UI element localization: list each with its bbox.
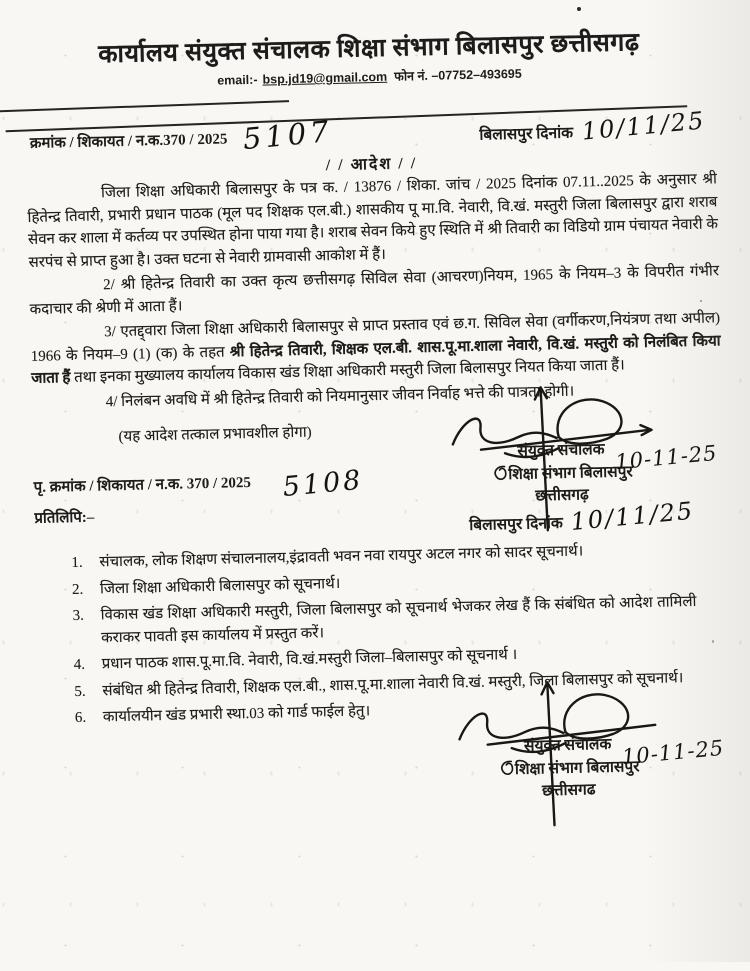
signature-block-2 [447,732,725,804]
copy-to-label: प्रतिलिपि:– [34,509,95,527]
endorsement-date-handwritten: 10/11/25 [569,496,696,536]
copy-item-number: 1. [71,554,83,572]
ref-date-handwritten: 10/11/25 [580,106,707,146]
signatory-designation: संयुक्त संचालक [517,440,605,460]
scan-speck [712,640,714,643]
order-heading: / / आदेश / / [325,155,418,175]
paragraph-number: 3/ [104,323,117,341]
signatory-office: शिक्षा संभाग बिलासपुर [514,757,640,778]
copy-item-number: 5. [74,683,86,700]
signature-date-handwritten: 10-11-25 [620,735,725,769]
signature-block-1 [441,437,719,509]
endorsement-ref-label: पृ. क्रमांक / शिकायत / न.क. 370 / 2025 [33,474,252,496]
copy-item-number: 2. [71,581,84,598]
copy-item-number: 3. [72,607,85,625]
phone-number: फोन नं. –07752–493695 [394,66,522,84]
suspension-bold-text: श्री हितेन्द्र तिवारी, शिक्षक एल.बी. शास.पू.मा.शाला नेवारी, वि.खं. मस्तुरी को निलंबित किया जाता हैं [31,332,721,387]
signatory-state: छत्तीसगढ [541,780,596,799]
signatory-state: छत्तीसगढ़ [535,486,589,505]
scan-speck [700,300,702,302]
signatory-office: शिक्षा संभाग बिलासपुर [508,463,633,484]
copy-item-number: 6. [74,709,87,727]
order-paragraph-4: 4/ निलंबन अवधि में श्री हितेन्द्र तिवारी को नियमानुसार जीवन निर्वाह भत्ते की पात्रता होगी। [105,383,575,410]
signature-date-handwritten: 10-11-25 [613,440,719,475]
copy-item-text: प्रधान पाठक शास.पू.मा.वि. नेवारी, वि.खं.मस्तुरी जिला–बिलासपुर को सूचनार्थ । [101,646,518,673]
order-paragraph-2: 2/ श्री हितेन्द्र तिवारी का उक्त कृत्य छत्तीसगढ़ सिविल सेवा (आचरण)नियम, 1965 के नियम–3 के विपरीत गंभीर कदाचार की श्रेणी में आता हैं। [29,263,720,318]
copy-item-text: संबंधित श्री हितेन्द्र तिवारी, शिक्षक एल.बी., शास.पू.मा.शाला नेवारी वि.खं. मस्तुरी, जिला बिलासपुर को सूचनार्थ। [102,669,684,699]
ref-number-label: क्रमांक / शिकायत / न.क.370 / 2025 [29,131,228,152]
ref-serial-handwritten: 5107 [241,113,335,157]
place-date-label: बिलासपुर दिनांक [469,514,564,535]
order-paragraph-1: जिला शिक्षा अधिकारी बिलासपुर के पत्र क. / 13876 / शिका. जांच / 2025 दिनांक 07.11..2025 के अनुसार श्री हितेन्द्र तिवारी, प्रभारी प्रधान पाठक (मूल पद शिक्षक एल.बी.) शासकीय पू मा.वि. नेवारी, वि.खं. मस्तुरी जिला बिलासपुर द्वारा शराब सेवन कर शाला में कर्तव्य पर उपस्थित होना पाया गया है। शराब सेवन किये हुए स्थिति में श्री तिवारी का विडियो ग्राम पंचायत नेवारी के सरपंच से प्राप्त हुआ है। उक्त घटना से नेवारी ग्रामवासी आकोश में हैं। [27,171,719,271]
copy-item-text: कार्यालयीन खंड प्रभारी स्था.03 को गार्ड फाईल हेतु। [102,703,371,726]
copy-item-text: संचालक, लोक शिक्षण संचालनालय,इंद्रावती भवन नवा रायपुर अटल नगर को सादर सूचनार्थ। [99,543,584,571]
scan-speck [577,7,581,11]
page-title: कार्यालय संयुक्त संचालक शिक्षा संभाग बिलासपुर छत्तीसगढ़ [97,29,640,69]
copy-item-text: विकास खंड शिक्षा अधिकारी मस्तुरी, जिला बिलासपुर को सूचनार्थ भेजकर लेख हैं कि संबंधित को आदेश तामिली कराकर पावती इस कार्यालय में प्रस्तुत करें। [100,593,697,646]
endorsement-serial-handwritten: 5108 [281,464,365,503]
copy-list [71,537,729,729]
email-address: bsp.jd19@gmail.com [262,69,388,87]
signatory-designation: संयुक्त संचालक [523,735,612,755]
effective-note: (यह आदेश तत्काल प्रभावशील होगा) [118,424,312,445]
copy-item-number: 4. [73,656,86,674]
order-paragraph-3: 3/ एतद्द्वारा जिला शिक्षा अधिकारी बिलासपुर से प्राप्त प्रस्ताव एवं छ.ग. सिविल सेवा (वर्गीकरण,नियंत्रण तथा अपील) 1966 के नियम–9 (1) (क) के तहत श्री हितेन्द्र तिवारी, शिक्षक एल.बी. शास.पू.मा.शाला नेवारी, वि.खं. मस्तुरी को निलंबित किया जाता हैं तथा इनका मुख्यालय कार्यालय विकास खंड शिक्षा अधिकारी मस्तुरी जिला बिलासपुर नियत किया जाता हैं। [30,310,721,387]
email-label: email:- [217,72,258,88]
copy-item-text: जिला शिक्षा अधिकारी बिलासपुर को सूचनार्थ। [99,575,341,597]
place-date-label: बिलासपुर दिनांक [479,124,574,144]
